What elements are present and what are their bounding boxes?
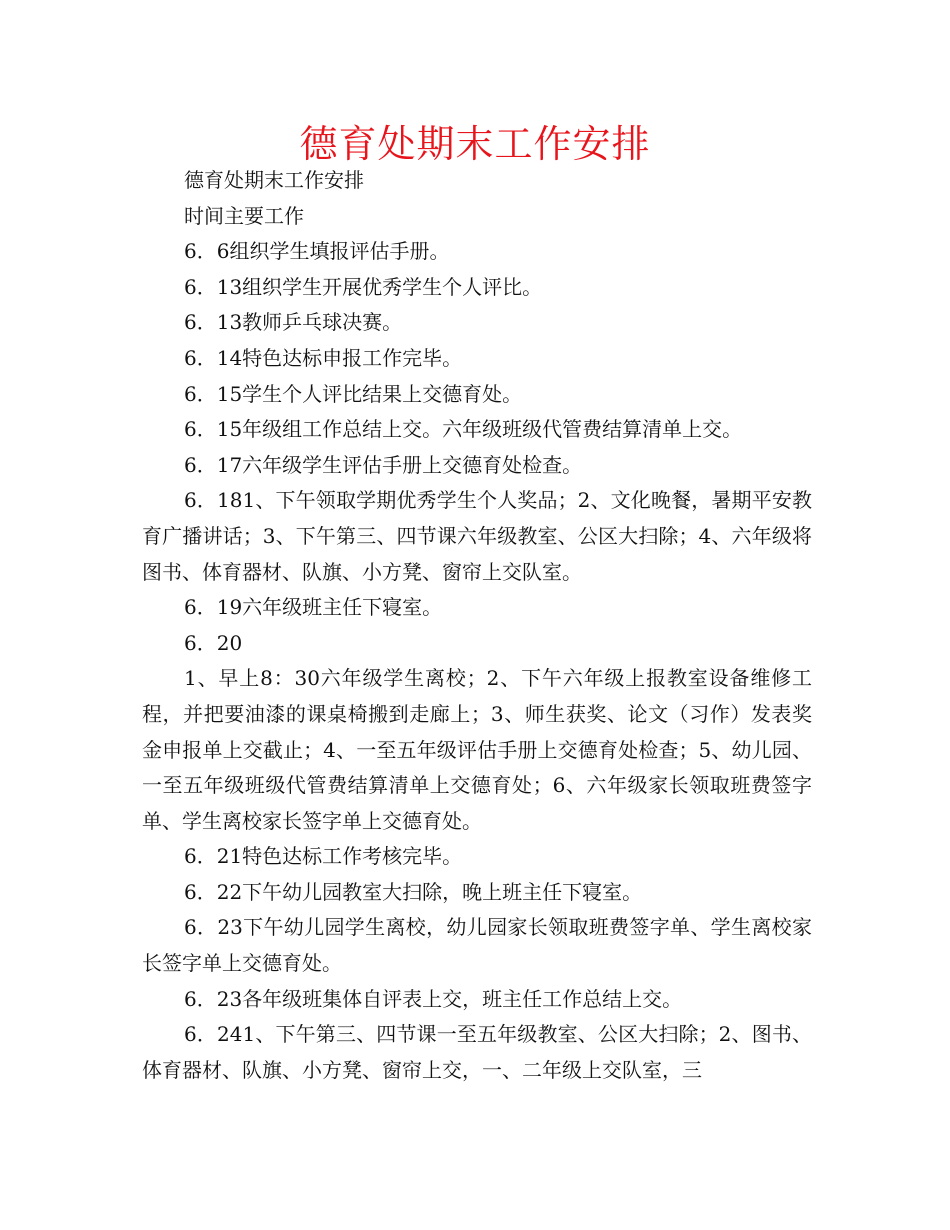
paragraph-item: 6．13组织学生开展优秀学生个人评比。 <box>184 274 543 299</box>
paragraph-item: 1、早上8：30六年级学生离校；2、下午六年级上报教室设备维修工程，并把要油漆的课桌椅搬到走廊上；3、师生获奖、论文（习作）发表奖金申报单上交截止；4、一至五年级评估手册上交德育处检查；5、幼儿园、一至五年级班级代管费结算清单上交德育处；6、六年级家长领取班费签字单、学生离校家长签字单上交德育处。 <box>142 666 812 833</box>
paragraph-item: 6．23各年级班集体自评表上交，班主任工作总结上交。 <box>184 986 683 1011</box>
paragraph-item: 6．15年级组工作总结上交。六年级班级代管费结算清单上交。 <box>184 417 743 442</box>
paragraph-heading: 德育处期末工作安排 <box>184 168 364 192</box>
paragraph-item: 6．17六年级学生评估手册上交德育处检查。 <box>184 452 583 477</box>
document-title: 德育处期末工作安排 <box>299 122 651 166</box>
paragraph-column-header: 时间主要工作 <box>184 203 304 228</box>
document-body <box>142 163 812 1088</box>
paragraph-item: 6．20 <box>184 630 243 655</box>
paragraph-item: 6．181、下午领取学期优秀学生个人奖品；2、文化晚餐，暑期平安教育广播讲话；3、下午第三、四节课六年级教室、公区大扫除；4、六年级将图书、体育器材、队旗、小方凳、窗帘上交队室。 <box>142 488 812 584</box>
paragraph-item: 6．6组织学生填报评估手册。 <box>184 239 450 264</box>
paragraph-item: 6．19六年级班主任下寝室。 <box>184 595 443 620</box>
paragraph-item: 6．15学生个人评比结果上交德育处。 <box>184 381 523 406</box>
paragraph-item: 6．241、下午第三、四节课一至五年级教室、公区大扫除；2、图书、体育器材、队旗、小方凳、窗帘上交，一、二年级上交队室，三 <box>142 1022 812 1082</box>
paragraph-item: 6．14特色达标申报工作完毕。 <box>184 345 463 370</box>
paragraph-item: 6．21特色达标工作考核完毕。 <box>184 844 463 869</box>
paragraph-item: 6．13教师乒乓球决赛。 <box>184 310 403 335</box>
paragraph-item: 6．22下午幼儿园教室大扫除，晚上班主任下寝室。 <box>184 879 643 904</box>
paragraph-item: 6．23下午幼儿园学生离校，幼儿园家长领取班费签字单、学生离校家长签字单上交德育处。 <box>142 915 812 976</box>
